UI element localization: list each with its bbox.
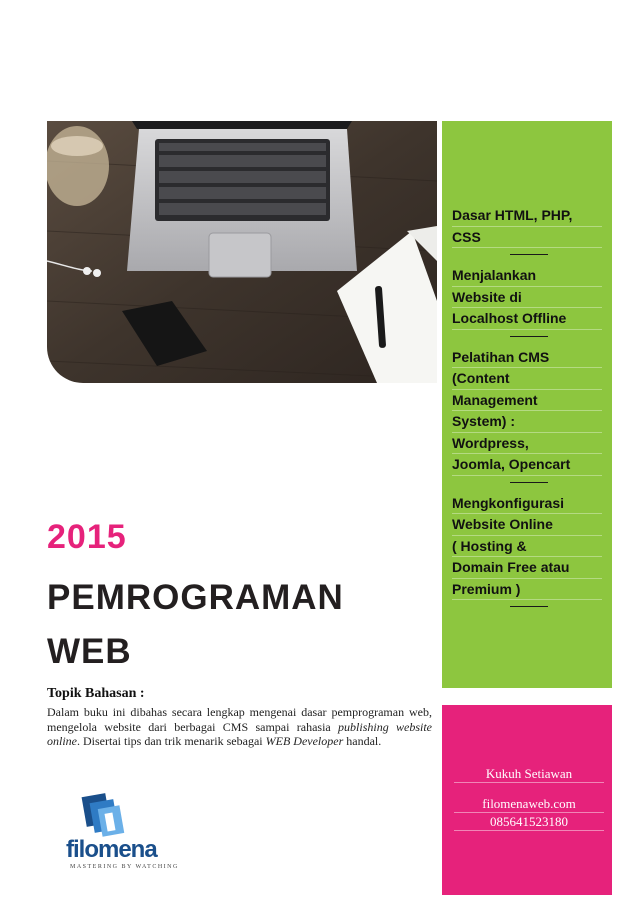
topic-line: Wordpress, (452, 433, 602, 455)
topic-line: Menjalankan (452, 265, 602, 287)
topic-line: Premium ) (452, 579, 602, 601)
author-name: Kukuh Setiawan (454, 765, 604, 783)
topic-item (452, 493, 608, 601)
topic-line: Joomla, Opencart (452, 454, 602, 476)
topic-divider (510, 254, 548, 255)
author-info (454, 765, 604, 831)
topic-line: Pelatihan CMS (452, 347, 602, 369)
cover-photo (47, 121, 437, 383)
logo-tagline: MASTERING BY WATCHING (70, 864, 179, 870)
cover-year: 2015 (47, 518, 127, 556)
topic-divider (510, 606, 548, 607)
topic-line: Localhost Offline (452, 308, 602, 330)
topic-line: System) : (452, 411, 602, 433)
topic-line: ( Hosting & (452, 536, 602, 558)
topic-divider (510, 482, 548, 483)
topic-line: Domain Free atau (452, 557, 602, 579)
logo-wordmark: filomena (66, 836, 157, 863)
topic-line: Mengkonfigurasi (452, 493, 602, 515)
author-phone: 085641523180 (454, 813, 604, 831)
topic-line: Website Online (452, 514, 602, 536)
topic-line: Management (452, 390, 602, 412)
cover-title-line1: PEMROGRAMAN (47, 578, 344, 617)
author-website: filomenaweb.com (454, 795, 604, 813)
topic-divider (510, 336, 548, 337)
topic-line: Website di (452, 287, 602, 309)
topic-heading: Topik Bahasan : (47, 686, 145, 701)
topic-item (452, 205, 608, 248)
topic-line: CSS (452, 227, 602, 249)
topic-item (452, 265, 608, 330)
cover-title-line2: WEB (47, 632, 132, 671)
topic-line: Dasar HTML, PHP, (452, 205, 602, 227)
topic-item (452, 347, 608, 476)
topic-list (452, 205, 608, 617)
cover-description: Dalam buku ini dibahas secara lengkap mengenai dasar pemprograman web, mengelola website dari berbagai CMS sampai rahasia publishing website online. Disertai tips dan trik menarik sebagai WEB Developer handal. (47, 705, 432, 748)
topic-line: (Content (452, 368, 602, 390)
